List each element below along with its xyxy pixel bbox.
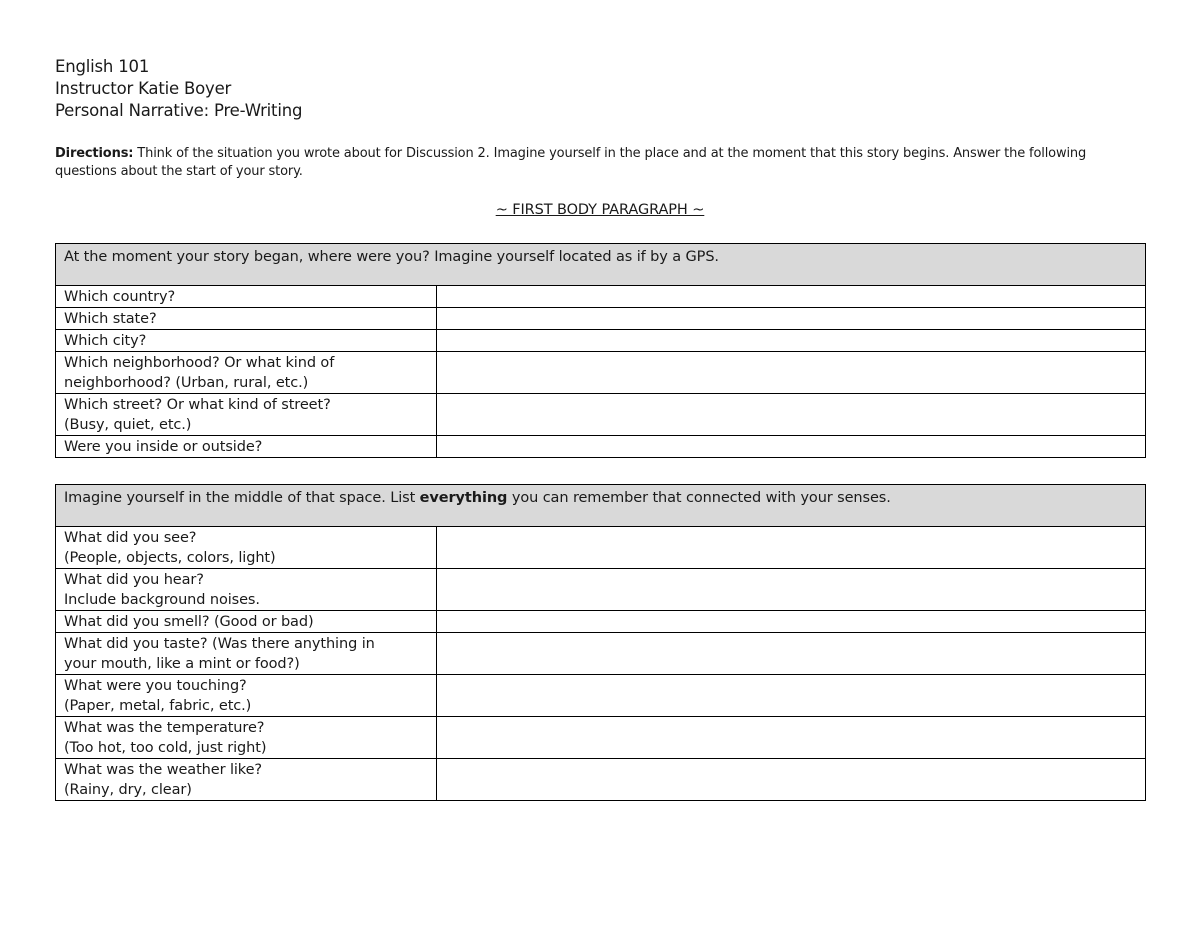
course-title: English 101 [55, 57, 150, 76]
question-cell [56, 352, 437, 394]
table-row [56, 569, 1146, 611]
question-text: What did you see? [64, 530, 197, 546]
answer-cell[interactable] [437, 352, 1146, 394]
question-text: What were you touching? [64, 678, 247, 694]
question-cell [56, 286, 437, 308]
question-cell [56, 394, 437, 436]
question-text: Which street? Or what kind of street? [64, 397, 331, 413]
question-cell [56, 569, 437, 611]
location-table [55, 243, 1146, 458]
question-cell [56, 759, 437, 801]
answer-cell[interactable] [437, 569, 1146, 611]
question-hint: (People, objects, colors, light) [64, 550, 276, 566]
answer-cell[interactable] [437, 759, 1146, 801]
answer-cell[interactable] [437, 286, 1146, 308]
location-table-header-row [56, 244, 1146, 286]
table-row [56, 308, 1146, 330]
assignment-title: Personal Narrative: Pre-Writing [55, 101, 303, 120]
answer-cell[interactable] [437, 611, 1146, 633]
table-row [56, 611, 1146, 633]
location-table-header: At the moment your story began, where were you? Imagine yourself located as if by a GPS. [56, 244, 1146, 286]
senses-header-emphasis: everything [419, 490, 508, 506]
question-hint: (Too hot, too cold, just right) [64, 740, 267, 756]
senses-header-text: Imagine yourself in the middle of that space. List [64, 490, 420, 506]
question-cell [56, 717, 437, 759]
question-cell [56, 436, 437, 458]
answer-cell[interactable] [437, 330, 1146, 352]
question-hint: (Busy, quiet, etc.) [64, 417, 192, 433]
table-row [56, 330, 1146, 352]
table-row [56, 675, 1146, 717]
answer-cell[interactable] [437, 717, 1146, 759]
question-text: What was the temperature? [64, 720, 265, 736]
senses-header-text-end: you can remember that connected with your senses. [507, 490, 891, 506]
directions-paragraph [55, 145, 1150, 181]
question-text: What did you hear? [64, 572, 204, 588]
table-row [56, 352, 1146, 394]
question-text: Which city? [64, 333, 147, 349]
question-cell [56, 611, 437, 633]
answer-cell[interactable] [437, 633, 1146, 675]
table-row [56, 436, 1146, 458]
question-text: Which neighborhood? Or what kind of [64, 355, 335, 371]
table-row [56, 286, 1146, 308]
document-header [55, 56, 302, 122]
answer-cell[interactable] [437, 675, 1146, 717]
question-hint: neighborhood? (Urban, rural, etc.) [64, 375, 309, 391]
question-text: What did you smell? (Good or bad) [64, 614, 314, 630]
question-cell [56, 330, 437, 352]
answer-cell[interactable] [437, 308, 1146, 330]
question-text: What did you taste? (Was there anything in [64, 636, 375, 652]
question-text: What was the weather like? [64, 762, 263, 778]
answer-cell[interactable] [437, 527, 1146, 569]
senses-table-header [56, 485, 1146, 527]
directions-text: Think of the situation you wrote about for Discussion 2. Imagine yourself in the place and at the moment that this story begins. Answer the following questions about the start of your story. [55, 146, 1087, 179]
table-row [56, 759, 1146, 801]
answer-cell[interactable] [437, 436, 1146, 458]
question-cell [56, 527, 437, 569]
table-row [56, 527, 1146, 569]
table-row [56, 633, 1146, 675]
directions-label: Directions: [55, 146, 134, 161]
question-cell [56, 633, 437, 675]
question-text: Were you inside or outside? [64, 439, 263, 455]
question-cell [56, 675, 437, 717]
question-hint: your mouth, like a mint or food?) [64, 656, 300, 672]
question-hint: (Paper, metal, fabric, etc.) [64, 698, 252, 714]
question-cell [56, 308, 437, 330]
senses-table-header-row [56, 485, 1146, 527]
question-text: Which state? [64, 311, 157, 327]
question-text: Which country? [64, 289, 176, 305]
question-hint: Include background noises. [64, 592, 260, 608]
table-row [56, 394, 1146, 436]
question-hint: (Rainy, dry, clear) [64, 782, 192, 798]
senses-table [55, 484, 1146, 801]
table-row [56, 717, 1146, 759]
instructor-name: Instructor Katie Boyer [55, 79, 232, 98]
section-title: ~ FIRST BODY PARAGRAPH ~ [495, 202, 705, 218]
answer-cell[interactable] [437, 394, 1146, 436]
